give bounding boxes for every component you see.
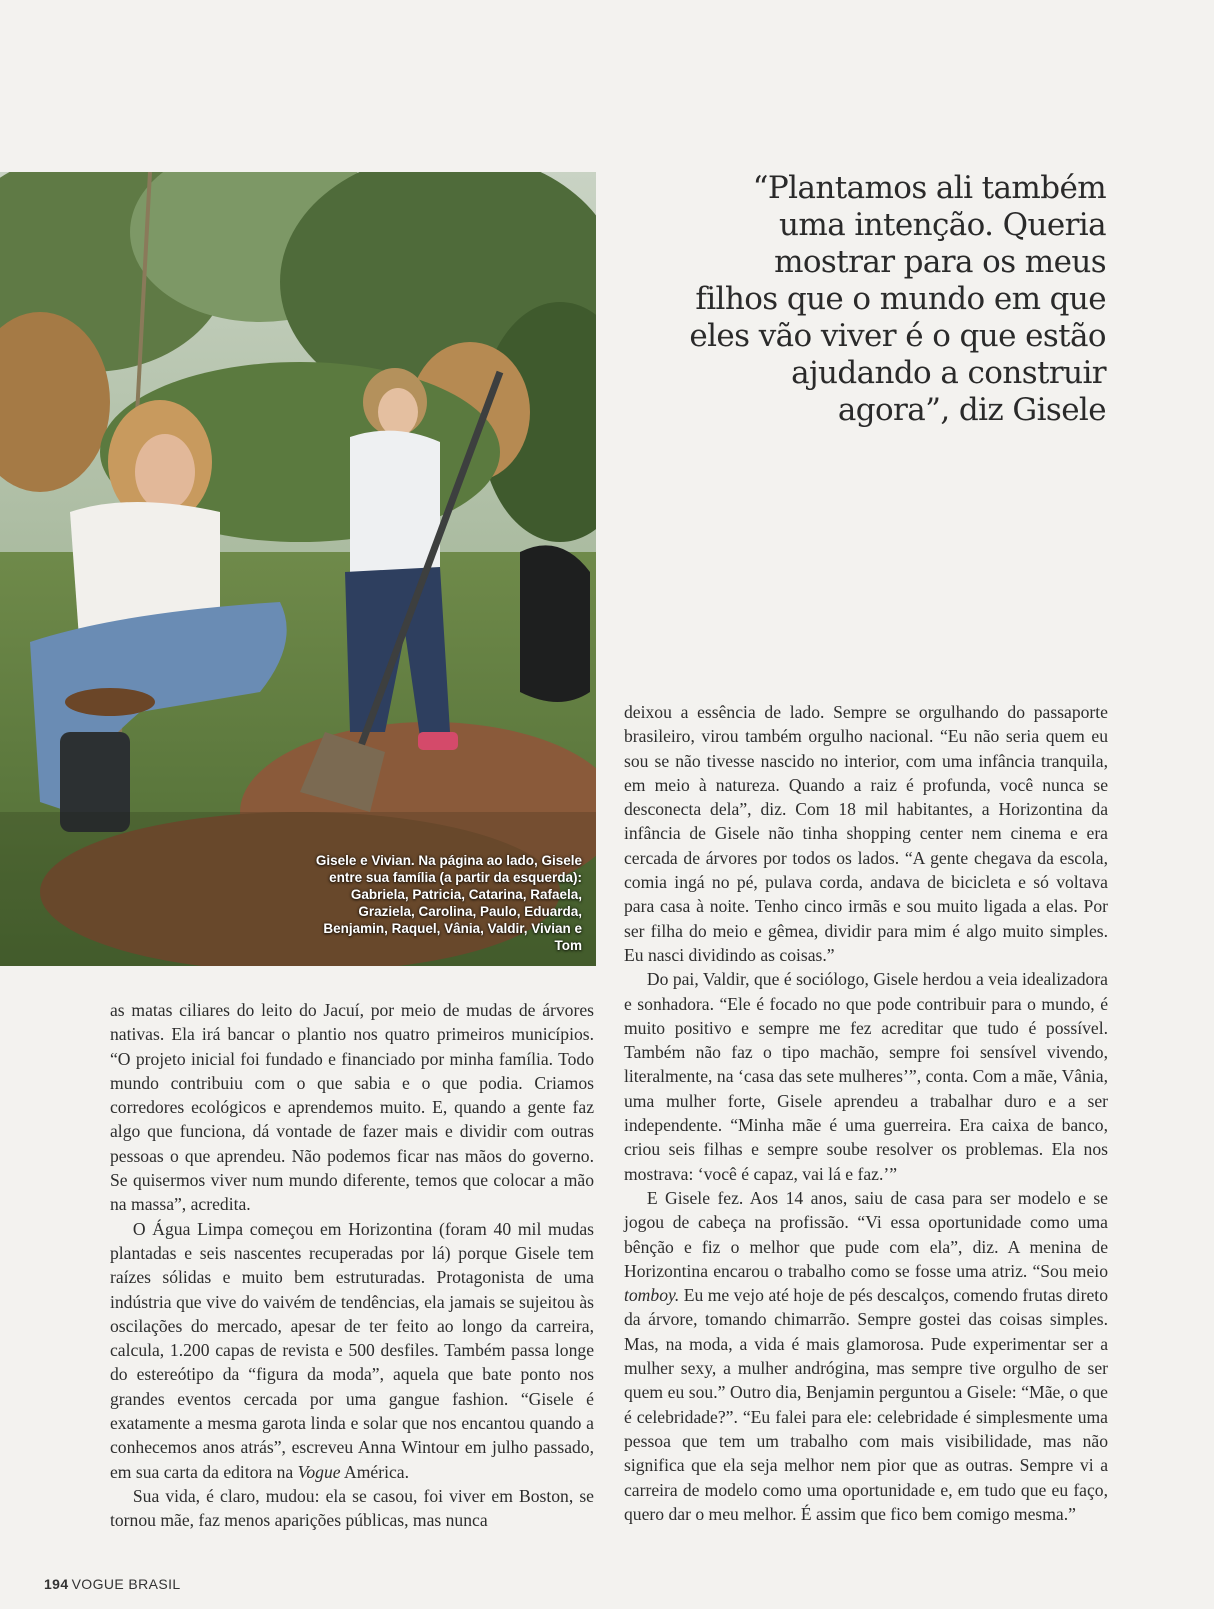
paragraph <box>624 1186 1108 1526</box>
paragraph: as matas ciliares do leito do Jacuí, por meio de mudas de árvores nativas. Ela irá bancar o plantio nos quatro primeiros municípios. “O projeto inicial foi fundado e financiado por minha família. Todo mundo contribuiu com o que sabia e o que podia. Criamos corredores ecológicos e aprendemos muito. E, quando a gente faz algo que funciona, dá vontade de fazer mais e dividir com outras pessoas o que aprendeu. Não podemos ficar nas mãos do governo. Se quisermos viver num mundo diferente, temos que colocar a mão na massa”, acredita. <box>110 1000 594 1215</box>
article-photo <box>0 172 596 966</box>
paragraph: Do pai, Valdir, que é sociólogo, Gisele herdou a veia idealizadora e sonhadora. “Ele é focado no que pode contribuir para o mundo, é muito positivo e sempre me fez acreditar que tudo é possível. Também não faz o tipo machão, sempre foi sensível vivendo, literalmente, na ‘casa das sete mulheres’”, conta. Com a mãe, Vânia, uma mulher forte, Gisele aprendeu a trabalhar duro e a ser independente. “Minha mãe é uma guerreira. Era caixa de banco, criou seis filhas e sempre soube resolver os problemas. Ela nos mostrava: ‘você é capaz, vai lá e faz.’” <box>624 969 1108 1184</box>
paragraph <box>110 1217 594 1484</box>
photo-illustration <box>0 172 596 966</box>
photo-caption: Gisele e Vivian. Na página ao lado, Gisele entre sua família (a partir da esquerda): Gabriela, Patricia, Catarina, Rafaela, Graziela, Carolina, Paulo, Eduarda, Benjamin, Raquel, Vânia, Valdir, Vivian e Tom <box>315 853 582 953</box>
paragraph-text: América. <box>340 1461 409 1482</box>
publication-name: VOGUE BRASIL <box>71 1576 181 1592</box>
paragraph-text: E Gisele fez. Aos 14 anos, saiu de casa para ser modelo e se jogou de cabeça na profissão. “Vi essa oportunidade como uma bênção e fiz o melhor que pude com ela”, diz. A menina de Horizontina encarou o trabalho como se fosse uma atriz. “Sou meio <box>624 1187 1108 1281</box>
article-column-left <box>110 998 594 1533</box>
pull-quote: “Plantamos ali também uma intenção. Queria mostrar para os meus filhos que o mundo em que eles vão viver é o que estão ajudando a construir agora”, diz Gisele <box>689 170 1106 428</box>
paragraph-text: Eu me vejo até hoje de pés descalços, comendo frutas direto da árvore, tomando chimarrão. Sempre gostei das coisas simples. Mas, na moda, a vida é mais glamorosa. Pude experimentar ser a mulher sexy, a mulher andrógina, mas sempre tive orgulho de ser quem eu sou.” Outro dia, Benjamin perguntou a Gisele: “Mãe, o que é celebridade?”. “Eu falei para ele: celebridade é simplesmente uma pessoa que tem um trabalho com mais visibilidade, mas não significa que ela seja melhor nem pior que as outras. Sempre vi a carreira de modelo como uma oportunidade e, em tudo que eu faço, quero dar o meu melhor. É assim que fico bem comigo mesma.” <box>624 1285 1108 1524</box>
page-number: 194 <box>44 1576 69 1592</box>
article-column-right <box>624 700 1108 1526</box>
paragraph-text: O Água Limpa começou em Horizontina (foram 40 mil mudas plantadas e seis nascentes recuperadas por lá) porque Gisele tem raízes sólidas e muito bem estruturadas. Protagonista de uma indústria que vive do vaivém de tendências, ela jamais se sujeitou às oscilações do mercado, apesar de ter feito ao longo da carreira, calcula, 1.200 capas de revista e 500 desfiles. Também passa longe do estereótipo da “figura da moda”, aquela que bate ponto nos grandes eventos cercada por uma gangue fashion. “Gisele é exatamente a mesma garota linda e solar que nos encantou quando a conhecemos anos atrás”, escreveu Anna Wintour em julho passado, em sua carta da editora na <box>110 1218 594 1482</box>
italic-word: tomboy. <box>624 1285 680 1306</box>
paragraph: Sua vida, é claro, mudou: ela se casou, foi viver em Boston, se tornou mãe, faz menos aparições públicas, mas nunca <box>110 1485 594 1531</box>
page-footer <box>44 1576 181 1592</box>
paragraph: deixou a essência de lado. Sempre se orgulhando do passaporte brasileiro, virou também orgulho nacional. “Eu não seria quem eu sou se não tivesse nascido no interior, com uma infância tranquila, em meio à natureza. Quando a raiz é profunda, você nunca se desconecta dela”, diz. Com 18 mil habitantes, a Horizontina da infância de Gisele não tinha shopping center nem cinema e era cercada de árvores por todos os lados. “A gente chegava da escola, comia ingá no pé, pulava corda, andava de bicicleta e só voltava para casa à noite. Tenho cinco irmãs e sou muito ligada a elas. Por ser filha do meio e gêmea, dividir para mim é algo muito simples. Eu nasci dividindo as coisas.” <box>624 702 1108 965</box>
italic-title: Vogue <box>297 1461 341 1482</box>
